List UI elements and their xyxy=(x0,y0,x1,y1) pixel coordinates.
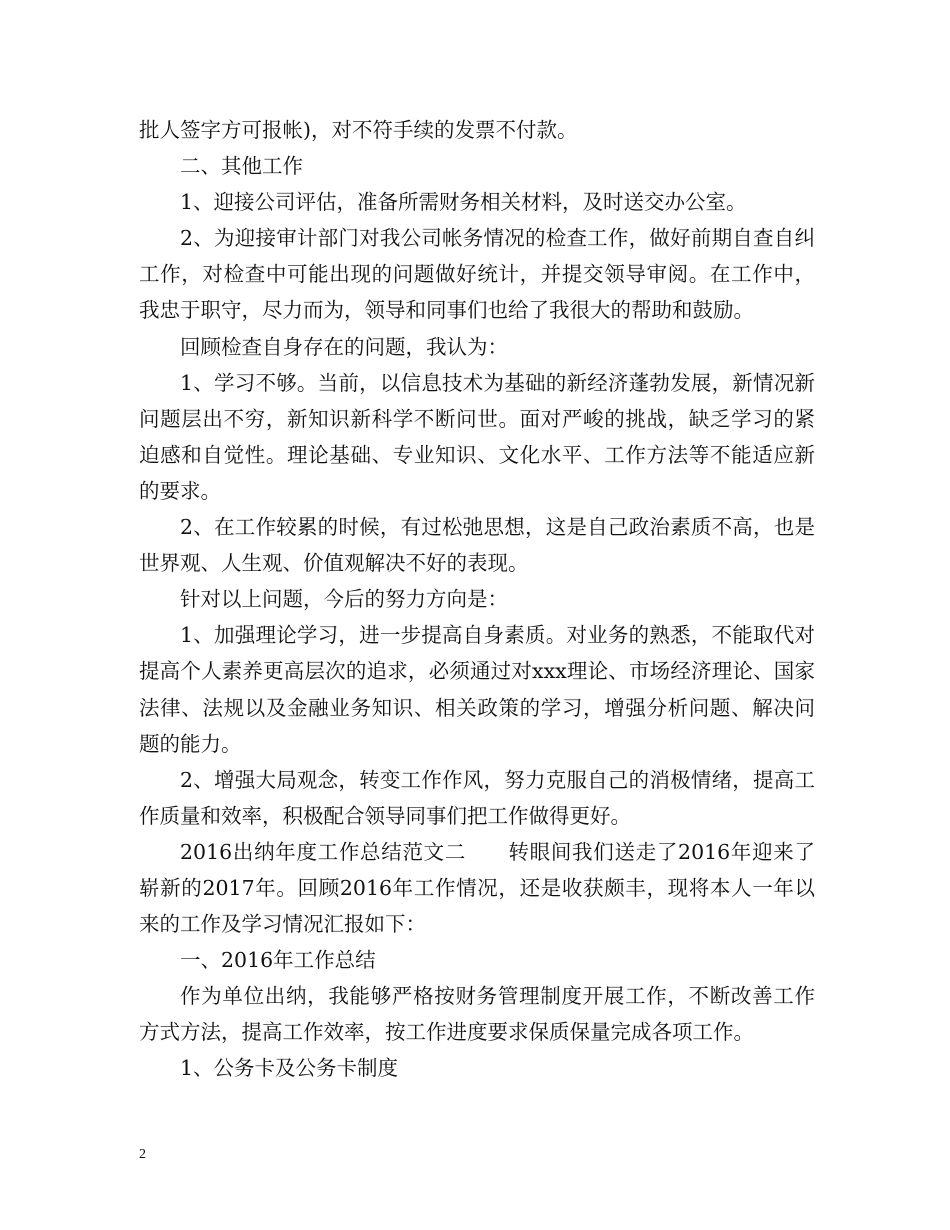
paragraph-13: 作为单位出纳，我能够严格按财务管理制度开展工作，不断改善工作方式方法，提高工作效率，按工作进度要求保质保量完成各项工作。 xyxy=(139,984,815,1045)
document-body xyxy=(139,112,815,1087)
page-number: 2 xyxy=(139,1147,146,1162)
paragraph-4: 2、为迎接审计部门对我公司帐务情况的检查工作，做好前期自查自纠工作，对检查中可能出现的问题做好统计，并提交领导审阅。在工作中，我忠于职守，尽力而为，领导和同事们也给了我很大的帮助和鼓励。 xyxy=(139,226,815,323)
paragraph-10: 2、增强大局观念，转变工作作风，努力克服自己的消极情绪，提高工作质量和效率，积极配合领导同事们把工作做得更好。 xyxy=(139,767,815,828)
paragraph-14: 1、公务卡及公务卡制度 xyxy=(180,1056,399,1081)
paragraph-12: 一、2016年工作总结 xyxy=(180,948,376,973)
paragraph-5: 回顾检查自身存在的问题，我认为： xyxy=(180,334,508,359)
paragraph-9: 1、加强理论学习，进一步提高自身素质。对业务的熟悉，不能取代对提高个人素养更高层次的追求，必须通过对xxx理论、市场经济理论、国家法律、法规以及金融业务知识、相关政策的学习，增强分析问题、解决问题的能力。 xyxy=(139,623,815,756)
paragraph-7: 2、在工作较累的时候，有过松弛思想，这是自己政治素质不高，也是世界观、人生观、价值观解决不好的表现。 xyxy=(139,515,815,576)
paragraph-6: 1、学习不够。当前，以信息技术为基础的新经济蓬勃发展，新情况新问题层出不穷，新知识新科学不断问世。面对严峻的挑战，缺乏学习的紧迫感和自觉性。理论基础、专业知识、文化水平、工作方法等不能适应新的要求。 xyxy=(139,370,815,503)
paragraph-2: 二、其他工作 xyxy=(180,154,303,179)
paragraph-3: 1、迎接公司评估，准备所需财务相关材料，及时送交办公室。 xyxy=(180,190,747,215)
paragraph-11: 2016出纳年度工作总结范文二 转眼间我们送走了2016年迎来了崭新的2017年。回顾2016年工作情况，还是收获颇丰，现将本人一年以来的工作及学习情况汇报如下： xyxy=(139,839,815,937)
paragraph-1: 批人签字方可报帐)，对不符手续的发票不付款。 xyxy=(139,118,578,142)
paragraph-8: 针对以上问题，今后的努力方向是： xyxy=(180,587,508,612)
